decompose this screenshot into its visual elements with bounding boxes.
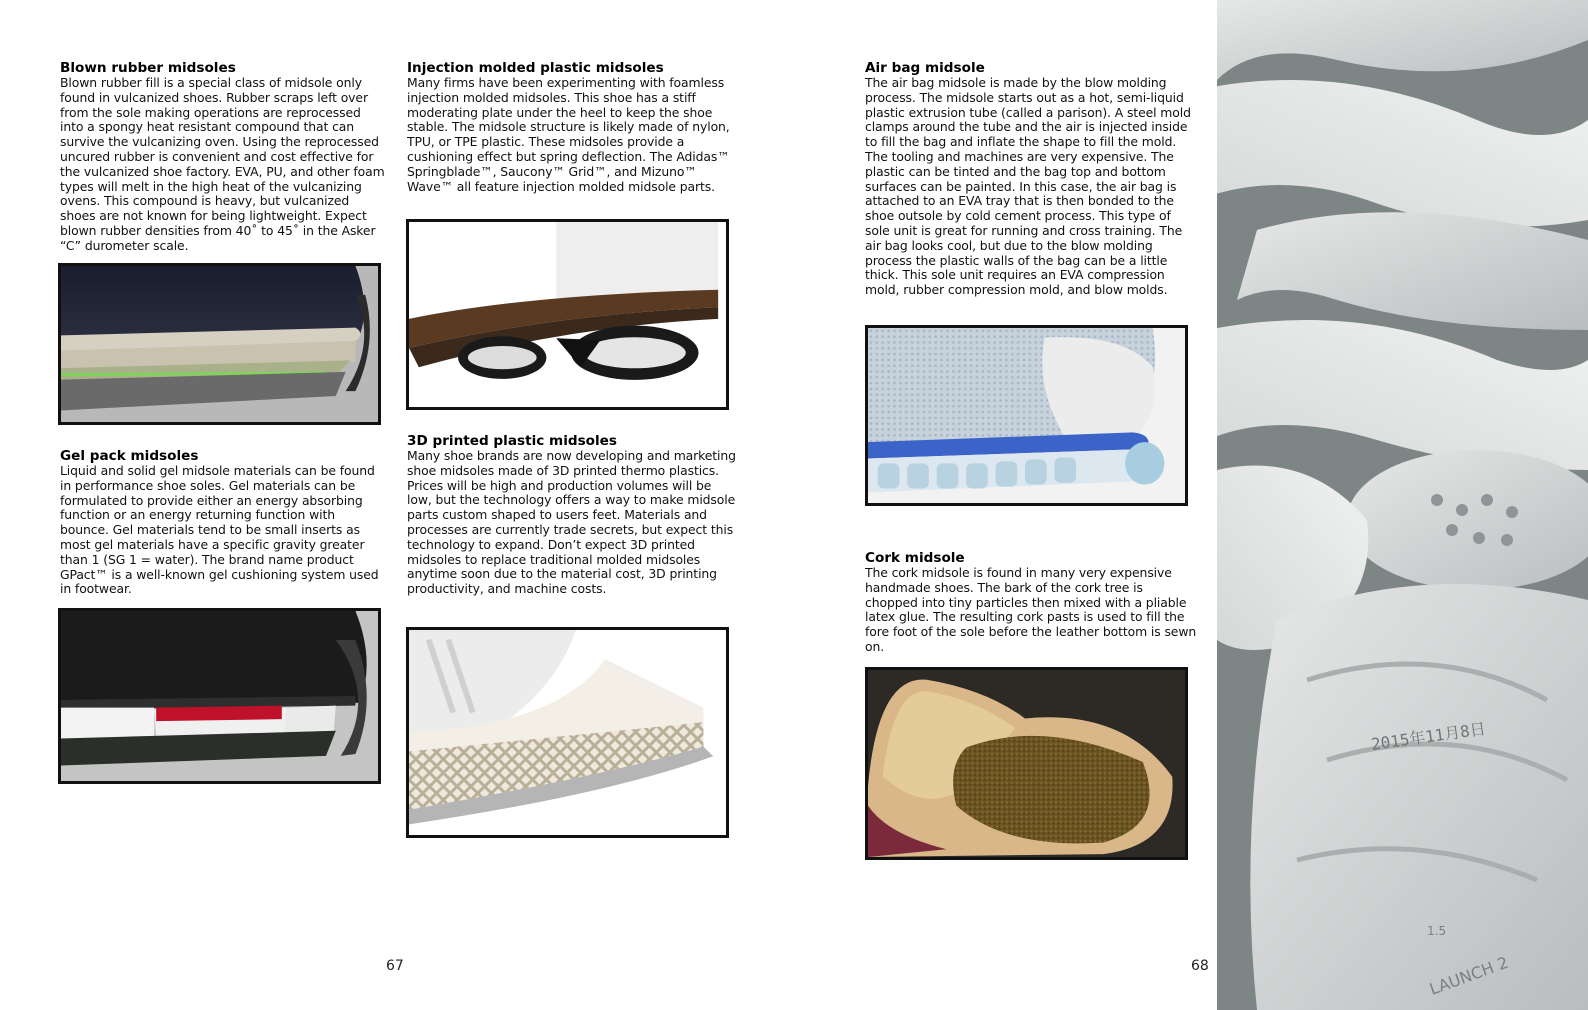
injection-molded-title: Injection molded plastic midsoles — [407, 60, 664, 76]
air-bag-section — [865, 60, 1197, 298]
page-number-68: 68 — [1191, 958, 1209, 974]
midsole-stack-photo — [1217, 0, 1588, 1010]
printed-3d-photo — [406, 627, 729, 838]
gel-pack-photo — [58, 608, 381, 784]
gel-pack-section — [60, 448, 386, 597]
cork-section — [865, 550, 1197, 655]
injection-molded-body: Many firms have been experimenting with foamless injection molded midsoles. This shoe has a stiff moderating plate under the heel to keep the shoe stable. The midsole structure is likely made of nylon, TPU, or TPE plastic. These midsoles provide a cushioning effect but spring deflection. The Adidas™ Springblade™, Saucony™ Grid™, and Mizuno™ Wave™ all feature injection molded midsole parts. — [407, 75, 730, 194]
cork-title: Cork midsole — [865, 550, 965, 566]
blown-rubber-section — [60, 60, 386, 254]
blown-rubber-title: Blown rubber midsoles — [60, 60, 236, 76]
injection-molded-section — [407, 60, 737, 194]
printed-3d-section — [407, 433, 737, 597]
printed-3d-body: Many shoe brands are now developing and marketing shoe midsoles made of 3D printed thermo plastics. Prices will be high and production volumes will be low, but the technology offers a way to make midsole parts custom shaped to users feet. Materials and processes are currently trade secrets, but expect this technology to expand. Don’t expect 3D printed midsoles to replace traditional molded midsoles anytime soon due to the material cost, 3D printing productivity, and machine costs. — [407, 448, 736, 597]
cork-photo — [865, 667, 1188, 860]
printed-3d-title: 3D printed plastic midsoles — [407, 433, 617, 449]
photo-stamp-date: 2015年11月8日 — [1369, 719, 1487, 754]
air-bag-title: Air bag midsole — [865, 60, 985, 76]
photo-size-mark: 1.5 — [1427, 924, 1447, 938]
blown-rubber-body: Blown rubber fill is a special class of midsole only found in vulcanized shoes. Rubber scraps left over from the sole making operations are reprocessed into a spongy heat resistant compound that can survive the vulcanizing oven. Using the reprocessed uncured rubber is convenient and cost effective for the vulcanized shoe factory. EVA, PU, and other foam types will melt in the high heat of the vulcanizing ovens. This compound is heavy, but vulcanized shoes are not known for being lightweight. Expect blown rubber densities from 40˚ to 45˚ in the Asker “C” durometer scale. — [60, 75, 385, 253]
photo-launch-mark: LAUNCH 2 — [1426, 952, 1511, 999]
cork-body: The cork midsole is found in many very expensive handmade shoes. The bark of the cork tree is chopped into tiny particles then mixed with a pliable latex glue. The resulting cork pasts is used to fill the fore foot of the sole before the leather bottom is sewn on. — [865, 565, 1197, 654]
page-number-67: 67 — [386, 958, 404, 974]
blown-rubber-photo — [58, 263, 381, 425]
air-bag-photo — [865, 325, 1188, 506]
gel-pack-body: Liquid and solid gel midsole materials can be found in performance shoe soles. Gel materials can be formulated to provide either an energy absorbing function or an energy returning function with bounce. Gel materials tend to be small inserts as most gel materials have a specific gravity greater than 1 (SG 1 = water). The brand name product GPact™ is a well-known gel cushioning system used in footwear. — [60, 463, 379, 597]
gel-pack-title: Gel pack midsoles — [60, 448, 199, 464]
injection-molded-photo — [406, 219, 729, 410]
air-bag-body: The air bag midsole is made by the blow molding process. The midsole starts out as a hot, semi-liquid plastic extrusion tube (called a parison). A steel mold clamps around the tube and the air is injected inside to fill the bag and inflate the shape to fill the mold. The tooling and machines are very expensive. The plastic can be tinted and the bag top and bottom surfaces can be painted. In this case, the air bag is attached to an EVA tray that is then bonded to the shoe outsole by cold cement process. This type of sole unit is great for running and cross training. The air bag looks cool, but due to the blow molding process the plastic walls of the bag can be a little thick. This sole unit requires an EVA compression mold, rubber compression mold, and blow molds. — [865, 75, 1191, 298]
